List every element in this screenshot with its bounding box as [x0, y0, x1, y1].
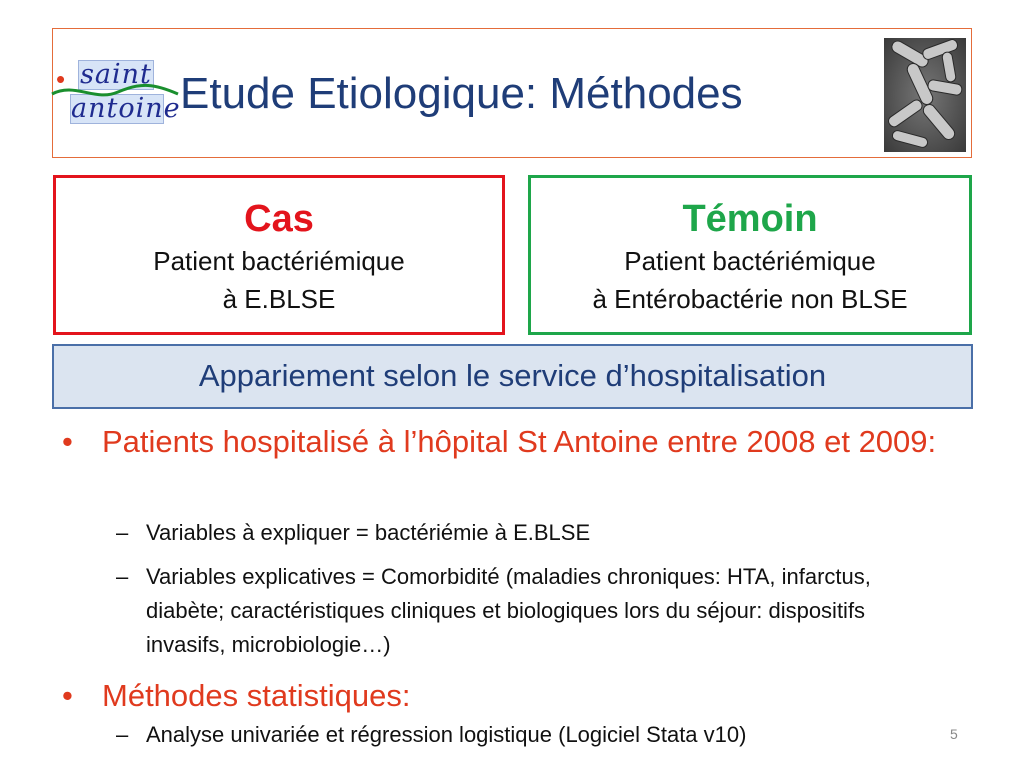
- case-line-2: à E.BLSE: [222, 284, 336, 314]
- control-box: [528, 175, 972, 335]
- control-line-1: Patient bactériémique: [624, 246, 876, 276]
- saint-antoine-logo: [66, 59, 181, 132]
- logo-text-saint: saint: [78, 60, 154, 90]
- sub-bullet-marker: –: [116, 520, 129, 545]
- bullet-text: Patients hospitalisé à l’hôpital St Antoine entre 2008 et 2009:: [102, 424, 937, 459]
- case-heading: Cas: [244, 198, 314, 240]
- sub-bullet-marker: –: [116, 722, 129, 747]
- matching-banner: Appariement selon le service d’hospitalisation: [52, 344, 973, 409]
- bullet-marker: •: [62, 678, 73, 713]
- bullet-marker: •: [62, 424, 73, 459]
- slide-title: Etude Etiologique: Méthodes: [180, 69, 743, 118]
- title-bullet: •: [56, 64, 66, 94]
- logo-wave-icon: [50, 80, 180, 104]
- sub-bullet-text: Variables explicatives = Comorbidité (maladies chroniques: HTA, infarctus, diabète; caractéristiques cliniques et biologiques lors du séjour: dispositifs invasifs, microbiologie…): [146, 564, 871, 657]
- sub-bullet-text: Variables à expliquer = bactériémie à E.BLSE: [146, 520, 591, 545]
- logo-text-antoine: antoine: [71, 93, 181, 124]
- bullet-text: Méthodes statistiques:: [102, 678, 411, 713]
- case-box: [53, 175, 505, 335]
- bacteria-micrograph-image: [884, 38, 966, 152]
- sub-bullet-text: Analyse univariée et régression logistique (Logiciel Stata v10): [146, 722, 747, 747]
- case-line-1: Patient bactériémique: [153, 246, 405, 276]
- page-number: 5: [950, 726, 958, 742]
- control-heading: Témoin: [682, 198, 818, 240]
- control-line-2: à Entérobactérie non BLSE: [592, 284, 908, 314]
- sub-bullet-marker: –: [116, 564, 129, 589]
